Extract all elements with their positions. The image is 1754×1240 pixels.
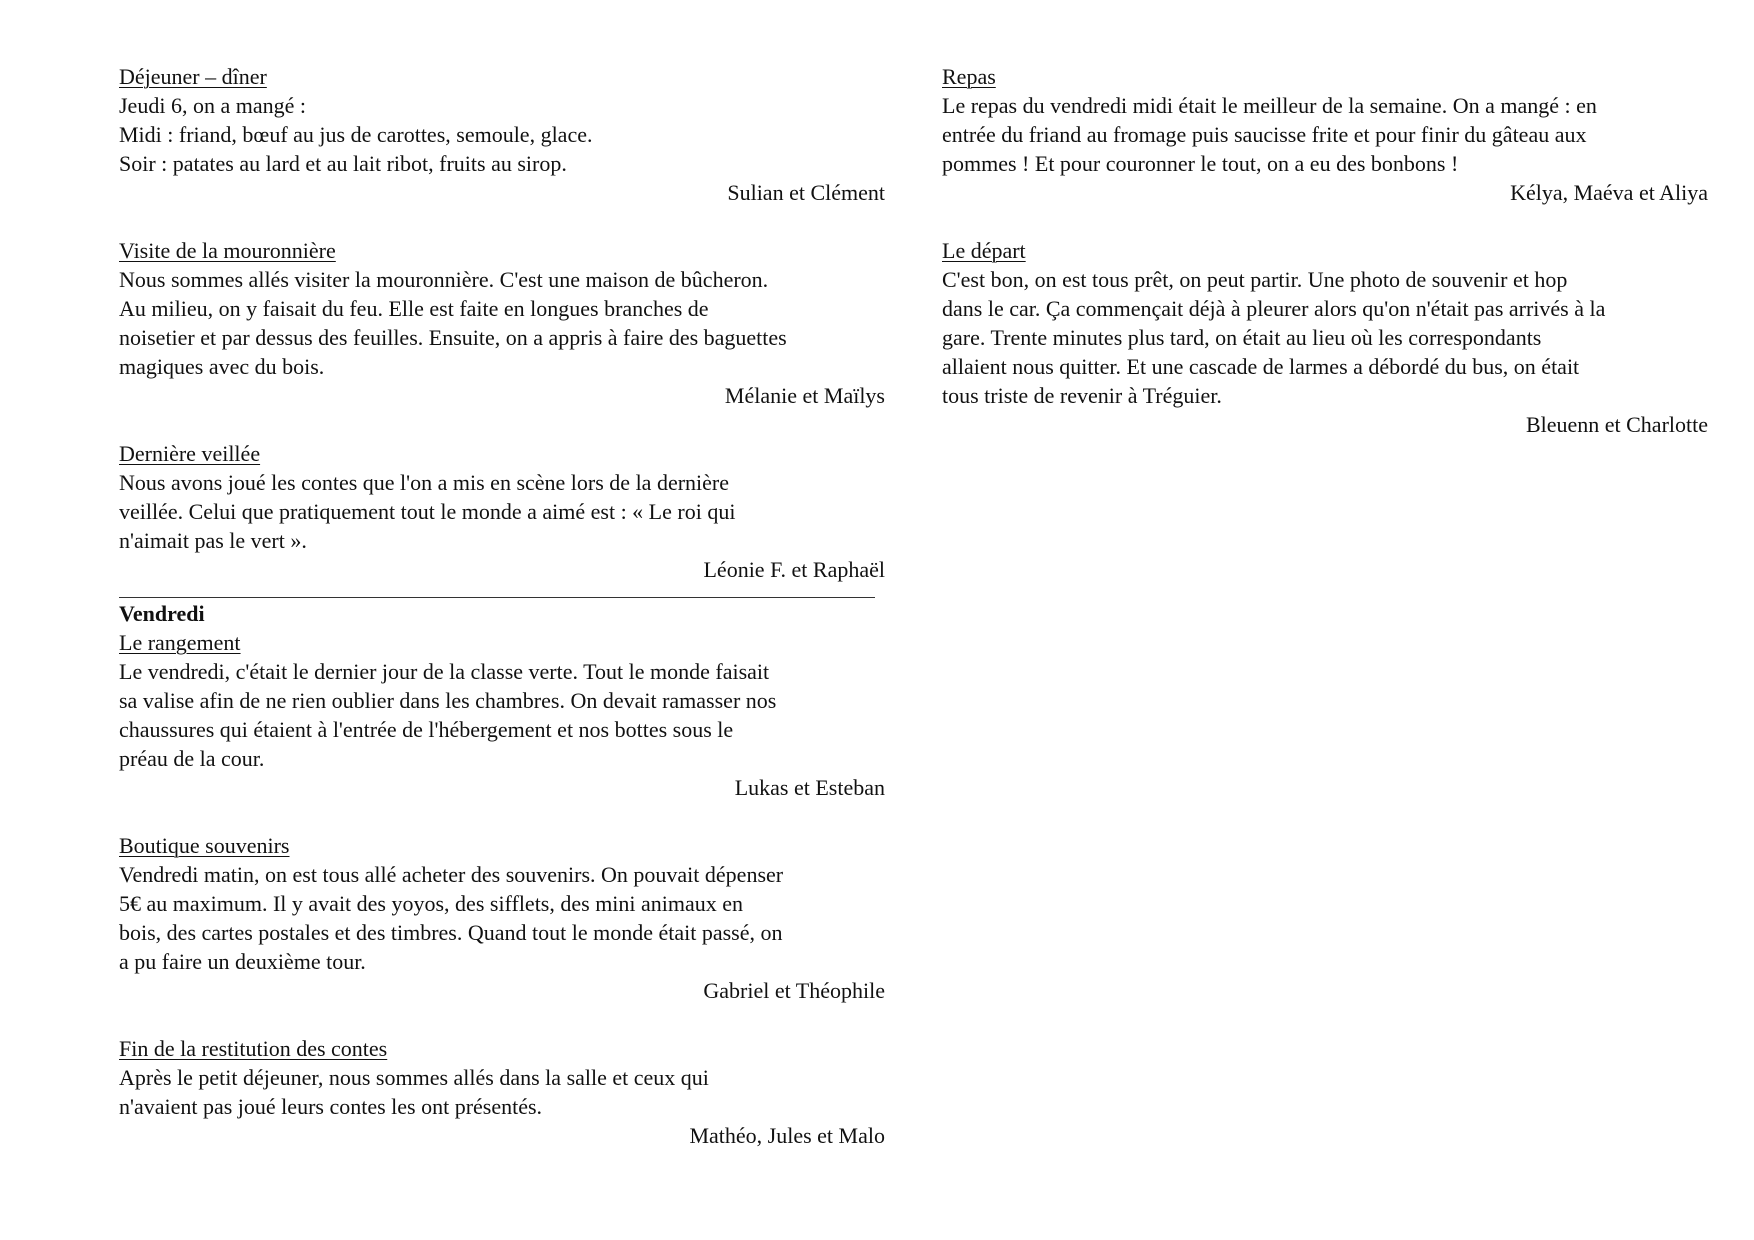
article-author: Sulian et Clément — [727, 180, 885, 205]
article-body — [119, 1063, 885, 1121]
text-line: C'est bon, on est tous prêt, on peut partir. Une photo de souvenir et hop — [942, 267, 1568, 292]
text-line: n'aimait pas le vert ». — [119, 528, 307, 553]
article-body — [119, 91, 885, 178]
text-line: tous triste de revenir à Tréguier. — [942, 383, 1222, 408]
text-line: pommes ! Et pour couronner le tout, on a eu des bonbons ! — [942, 151, 1459, 176]
section-divider — [119, 597, 875, 598]
article-fin-restitution-contes — [119, 1034, 885, 1150]
article-author: Mathéo, Jules et Malo — [689, 1123, 885, 1148]
text-line: Nous avons joué les contes que l'on a mis en scène lors de la dernière — [119, 470, 730, 495]
text-line: dans le car. Ça commençait déjà à pleurer alors qu'on n'était pas arrivés à la — [942, 296, 1606, 321]
article-title: Boutique souvenirs — [119, 833, 290, 858]
text-line: magiques avec du bois. — [119, 354, 325, 379]
text-line: chaussures qui étaient à l'entrée de l'hébergement et nos bottes sous le — [119, 717, 734, 742]
text-line: sa valise afin de ne rien oublier dans les chambres. On devait ramasser nos — [119, 688, 777, 713]
day-heading: Vendredi — [119, 601, 205, 626]
article-body — [119, 657, 885, 773]
text-line: Au milieu, on y faisait du feu. Elle est faite en longues branches de — [119, 296, 709, 321]
article-title: Dernière veillée — [119, 441, 261, 466]
article-rangement — [119, 628, 885, 802]
article-derniere-veillee — [119, 439, 885, 584]
article-boutique-souvenirs — [119, 831, 885, 1005]
article-visite-mouronniere — [119, 236, 885, 410]
article-body — [119, 468, 885, 555]
text-line: Nous sommes allés visiter la mouronnière. C'est une maison de bûcheron. — [119, 267, 769, 292]
left-column — [119, 62, 885, 1179]
text-line: Le repas du vendredi midi était le meilleur de la semaine. On a mangé : en — [942, 93, 1597, 118]
text-line: Jeudi 6, on a mangé : — [119, 93, 306, 118]
article-author: Gabriel et Théophile — [703, 978, 885, 1003]
article-author: Kélya, Maéva et Aliya — [1510, 180, 1708, 205]
text-line: allaient nous quitter. Et une cascade de larmes a débordé du bus, on était — [942, 354, 1580, 379]
text-line: entrée du friand au fromage puis saucisse frite et pour finir du gâteau aux — [942, 122, 1587, 147]
article-body — [942, 265, 1708, 410]
text-line: Vendredi matin, on est tous allé acheter des souvenirs. On pouvait dépenser — [119, 862, 784, 887]
right-column — [942, 62, 1708, 468]
article-repas — [942, 62, 1708, 207]
text-line: Après le petit déjeuner, nous sommes allés dans la salle et ceux qui — [119, 1065, 709, 1090]
text-line: 5€ au maximum. Il y avait des yoyos, des sifflets, des mini animaux en — [119, 891, 744, 916]
article-author: Léonie F. et Raphaël — [703, 557, 885, 582]
article-author: Bleuenn et Charlotte — [1525, 412, 1708, 437]
text-line: préau de la cour. — [119, 746, 265, 771]
text-line: a pu faire un deuxième tour. — [119, 949, 366, 974]
article-title: Visite de la mouronnière — [119, 238, 336, 263]
text-line: Midi : friand, bœuf au jus de carottes, semoule, glace. — [119, 122, 593, 147]
article-title: Le rangement — [119, 630, 241, 655]
text-line: bois, des cartes postales et des timbres. Quand tout le monde était passé, on — [119, 920, 783, 945]
article-body — [119, 265, 885, 381]
article-title: Le départ — [942, 238, 1026, 263]
article-body — [119, 860, 885, 976]
article-title: Fin de la restitution des contes — [119, 1036, 388, 1061]
text-line: noisetier et par dessus des feuilles. Ensuite, on a appris à faire des baguettes — [119, 325, 787, 350]
article-author: Lukas et Esteban — [734, 775, 885, 800]
article-title: Déjeuner – dîner — [119, 64, 267, 89]
article-body — [942, 91, 1708, 178]
text-line: veillée. Celui que pratiquement tout le monde a aimé est : « Le roi qui — [119, 499, 736, 524]
article-author: Mélanie et Maïlys — [724, 383, 885, 408]
article-dejeuner-diner — [119, 62, 885, 207]
article-depart — [942, 236, 1708, 439]
text-line: Soir : patates au lard et au lait ribot, fruits au sirop. — [119, 151, 567, 176]
article-title: Repas — [942, 64, 996, 89]
text-line: Le vendredi, c'était le dernier jour de la classe verte. Tout le monde faisait — [119, 659, 770, 684]
text-line: n'avaient pas joué leurs contes les ont présentés. — [119, 1094, 543, 1119]
text-line: gare. Trente minutes plus tard, on était au lieu où les correspondants — [942, 325, 1542, 350]
